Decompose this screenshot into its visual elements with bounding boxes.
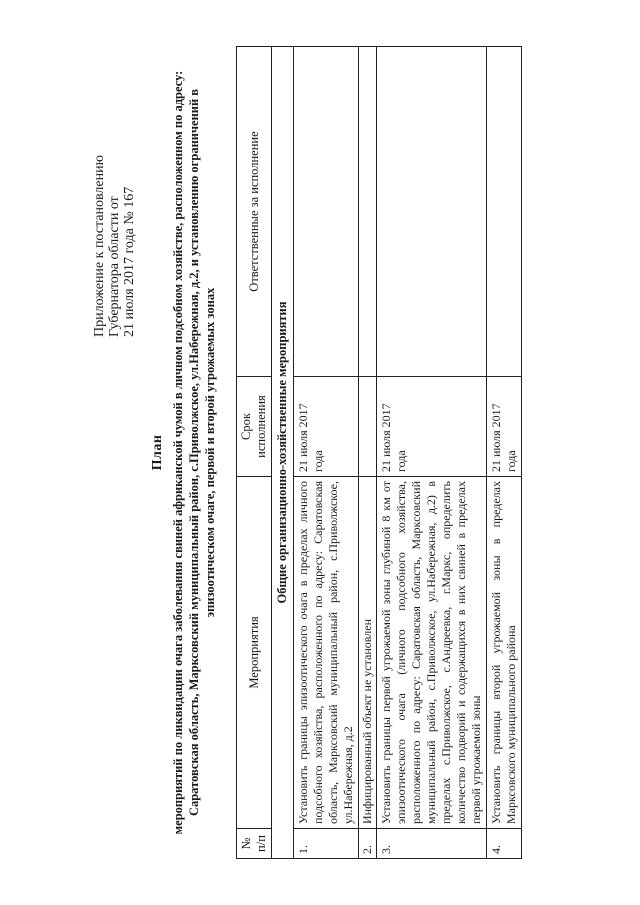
row-measure: Установить границы эпизоотического очага в пределах личного подсобного хозяйства, расположенного по адресу: Саратовская область, Марксовский муниципальный район, с.Приволжское, ул.Набережная, д.2 [294, 477, 359, 829]
row-num: 1. [294, 829, 359, 859]
header-measure: Мероприятия [237, 477, 272, 829]
row-num: 3. [377, 829, 487, 859]
row-deadline: 21 июля 2017 года [377, 377, 487, 477]
row-deadline: 21 июля 2017 года [487, 377, 522, 477]
measures-table [236, 46, 522, 859]
plan-title: План [150, 434, 165, 471]
plan-subtitle: мероприятий по ликвидации очага заболевания свиней африканской чумой в личном подсобном хозяйстве, расположенном по адресу: Саратовская область, Марксовский муниципальный район, с.Приволжское, ул.Набережная, д.2, и установлению ограничений в эпизоотическом очаге, первой и второй угрожаемых зонах [171, 70, 217, 835]
table-row [294, 47, 359, 859]
header-responsible: Ответственные за исполнение [237, 47, 272, 377]
row-responsible [294, 47, 359, 377]
row-responsible [487, 47, 522, 377]
table-row [487, 47, 522, 859]
row-deadline [359, 377, 377, 477]
header-deadline: Срок исполнения [237, 377, 272, 477]
appendix-note [92, 77, 137, 337]
appendix-line-1: Приложение к постановлению [92, 154, 107, 337]
table-header-row [237, 47, 272, 859]
appendix-line-2: Губернатора области от [107, 196, 122, 337]
section-row [272, 47, 294, 859]
measures-table-wrap [236, 47, 522, 859]
header-num: № п/п [237, 829, 272, 859]
row-measure: Установить границы второй угрожаемой зоны в пределах Марксовского муниципального района [487, 477, 522, 829]
row-num: 2. [359, 829, 377, 859]
appendix-line-3: 21 июля 2017 года № 167 [122, 186, 137, 337]
table-row [359, 47, 377, 859]
row-deadline: 21 июля 2017 года [294, 377, 359, 477]
table-row [377, 47, 487, 859]
row-measure: Установить границы первой угрожаемой зоны глубиной 8 км от эпизоотического очага (личного подсобного хозяйства, расположенного по адресу: Саратовская область, Марксовский муниципальный район, с.Приволжское, ул.Набережная, д.2) в пределах с.Приволжское, с.Андреевка, г.Маркс, определить количество подворий и содержащихся в них свиней в пределах первой угрожаемой зоны [377, 477, 487, 829]
row-responsible [377, 47, 487, 377]
row-num: 4. [487, 829, 522, 859]
section-heading: Общие организационно-хозяйственные мероприятия [272, 47, 294, 859]
row-measure: Инфицированный объект не установлен [359, 477, 377, 829]
row-responsible [359, 47, 377, 377]
